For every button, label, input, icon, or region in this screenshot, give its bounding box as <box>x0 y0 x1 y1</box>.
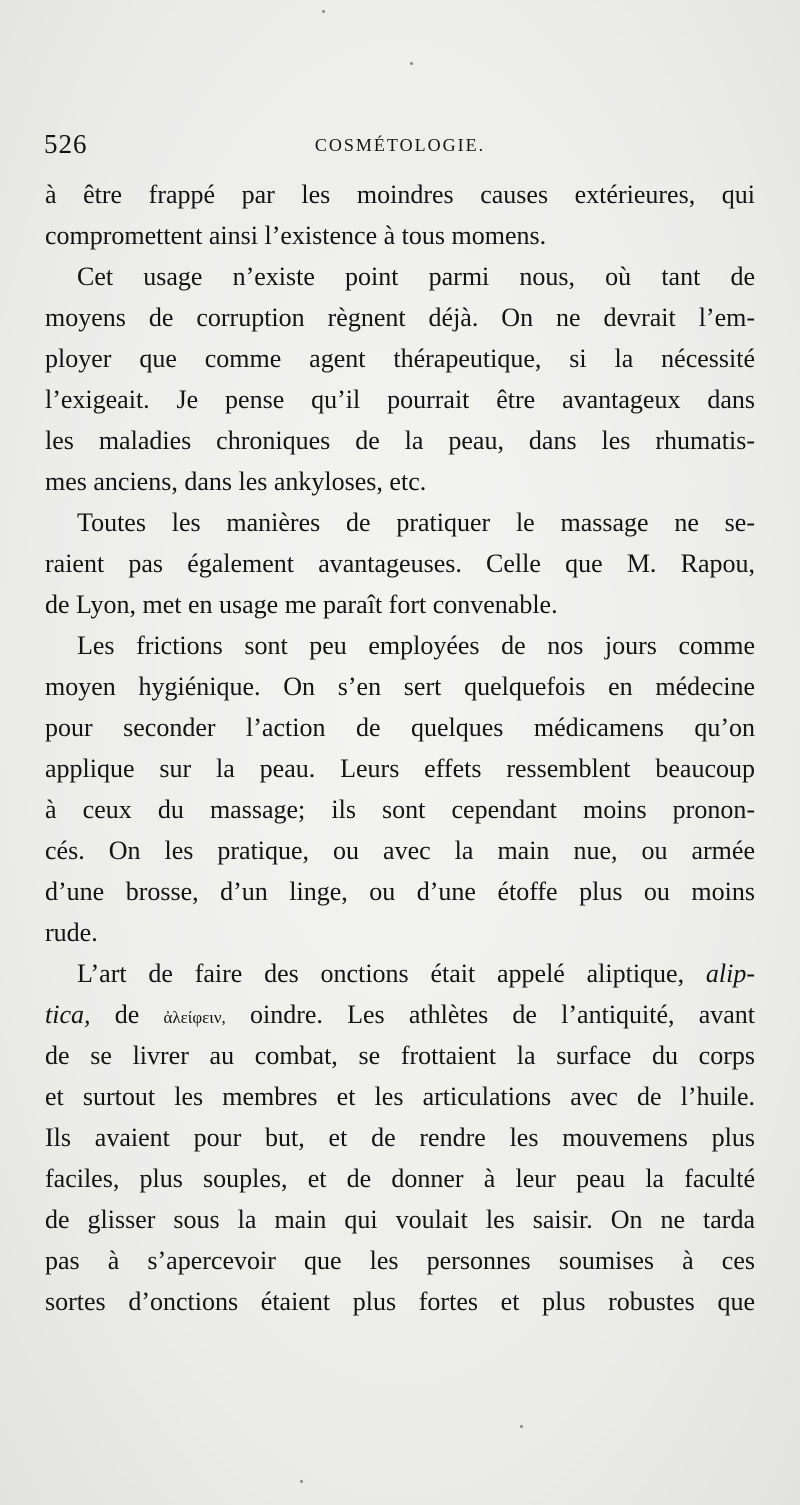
text-line: Cet usage n’existe point parmi nous, où tant de <box>77 262 755 291</box>
text-segment: L’art de faire des onctions était appelé aliptique, <box>77 959 685 988</box>
text-line: l’exigeait. Je pense qu’il pourrait être avantageux dans <box>45 385 755 414</box>
text-line <box>45 994 755 1035</box>
text-line: ployer que comme agent thérapeutique, si la nécessité <box>45 344 755 373</box>
italic-term: tica, <box>45 1000 91 1029</box>
page-header <box>0 128 800 164</box>
text-line: raient pas également avantageuses. Celle que M. Rapou, <box>45 549 755 578</box>
paper-speck <box>300 1480 303 1483</box>
text-line: de se livrer au combat, se frottaient la surface du corps <box>45 1041 755 1070</box>
text-line: de Lyon, met en usage me paraît fort convenable. <box>45 590 558 619</box>
text-line: sortes d’onctions étaient plus fortes et plus robustes que <box>45 1287 755 1316</box>
text-line: moyen hygiénique. On s’en sert quelquefois en médecine <box>45 672 755 701</box>
text-line: pour seconder l’action de quelques médicamens qu’on <box>45 713 755 742</box>
text-line <box>45 953 755 994</box>
text-line: compromettent ainsi l’existence à tous momens. <box>45 221 547 250</box>
text-line: à être frappé par les moindres causes extérieures, qui <box>45 180 755 209</box>
text-line: cés. On les pratique, ou avec la main nue, ou armée <box>45 836 755 865</box>
page-number: 526 <box>44 129 88 159</box>
text-line: rude. <box>45 918 98 947</box>
text-line: Les frictions sont peu employées de nos jours comme <box>77 631 755 660</box>
text-line: de glisser sous la main qui voulait les saisir. On ne tarda <box>45 1205 755 1234</box>
text-line: les maladies chroniques de la peau, dans les rhumatis- <box>45 426 755 455</box>
text-line: à ceux du massage; ils sont cependant moins pronon- <box>45 795 755 824</box>
text-line: applique sur la peau. Leurs effets ressemblent beaucoup <box>45 754 755 783</box>
paper-speck <box>410 62 413 65</box>
italic-term: alip- <box>705 959 755 988</box>
text-line: d’une brosse, d’un linge, ou d’une étoffe plus ou moins <box>45 877 755 906</box>
text-line: Ils avaient pour but, et de rendre les mouvemens plus <box>45 1123 755 1152</box>
paper-speck <box>322 10 325 13</box>
text-line: pas à s’apercevoir que les personnes soumises à ces <box>45 1246 755 1275</box>
text-line: faciles, plus souples, et de donner à leur peau la faculté <box>45 1164 755 1193</box>
text-line: Toutes les manières de pratiquer le massage ne se- <box>77 508 755 537</box>
greek-word: ἀλείφειν, <box>163 1008 226 1027</box>
text-line: mes anciens, dans les ankyloses, etc. <box>45 467 427 496</box>
body-text <box>45 174 755 1322</box>
paper-speck <box>520 1425 523 1428</box>
text-segment: de <box>114 1000 140 1029</box>
text-line: et surtout les membres et les articulations avec de l’huile. <box>45 1082 755 1111</box>
text-line: moyens de corruption règnent déjà. On ne devrait l’em- <box>45 303 755 332</box>
text-segment: oindre. Les athlètes de l’antiquité, avant <box>249 1000 756 1029</box>
running-head: COSMÉTOLOGIE. <box>314 135 486 155</box>
